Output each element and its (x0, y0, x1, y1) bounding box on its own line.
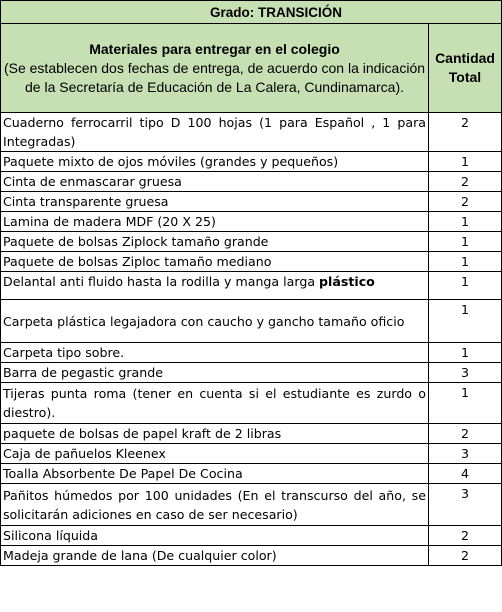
item-text: Madeja grande de lana (De cualquier color) (1, 546, 429, 566)
grade-label-cell (1, 1, 502, 24)
header-title: Materiales para entregar en el colegio (89, 40, 340, 57)
item-text: Lamina de madera MDF (20 X 25) (1, 212, 429, 232)
table-row (1, 113, 502, 152)
table-row (1, 546, 502, 566)
table-row (1, 363, 502, 383)
table-row (1, 343, 502, 363)
table-row (1, 424, 502, 444)
table-row (1, 526, 502, 546)
grade-row (1, 1, 502, 24)
item-quantity: 1 (429, 152, 502, 172)
item-text: Delantal anti fluido hasta la rodilla y manga larga (3, 274, 320, 289)
item-text: Silicona líquida (1, 526, 429, 546)
table-row (1, 152, 502, 172)
item-quantity: 1 (429, 212, 502, 232)
table-header-row (1, 24, 502, 113)
header-quantity-line1: Cantidad (435, 50, 495, 66)
item-bold-word: plástico (319, 274, 375, 289)
item-text: paquete de bolsas de papel kraft de 2 libras (1, 424, 429, 444)
item-quantity: 2 (429, 424, 502, 444)
item-quantity: 1 (429, 300, 502, 343)
item-text: Carpeta plástica legajadora con caucho y gancho tamaño oficio (1, 300, 429, 343)
table-row (1, 300, 502, 343)
table-row (1, 252, 502, 272)
header-quantity-line2: Total (448, 69, 482, 85)
item-text: Pañitos húmedos por 100 unidades (En el transcurso del año, se solicitarán adiciones en caso de ser necesario) (1, 484, 429, 526)
item-quantity: 1 (429, 252, 502, 272)
item-quantity: 2 (429, 526, 502, 546)
item-text: Paquete de bolsas Ziploc tamaño mediano (1, 252, 429, 272)
table-row (1, 272, 502, 300)
item-quantity: 2 (429, 113, 502, 152)
item-text: Cuaderno ferrocarril tipo D 100 hojas (1 para Español , 1 para Integradas) (1, 113, 429, 152)
table-row (1, 383, 502, 424)
item-text: Paquete mixto de ojos móviles (grandes y pequeños) (1, 152, 429, 172)
item-text-cell (1, 272, 429, 300)
table-row (1, 212, 502, 232)
item-quantity: 1 (429, 383, 502, 424)
item-text: Cinta de enmascarar gruesa (1, 172, 429, 192)
item-quantity: 2 (429, 172, 502, 192)
table-row (1, 172, 502, 192)
item-quantity: 3 (429, 484, 502, 526)
table-row (1, 192, 502, 212)
item-quantity: 1 (429, 232, 502, 252)
item-quantity: 4 (429, 464, 502, 484)
header-quantity-cell (429, 24, 502, 113)
table-row (1, 232, 502, 252)
item-quantity: 1 (429, 272, 502, 300)
table-row (1, 484, 502, 526)
item-text: Barra de pegastic grande (1, 363, 429, 383)
item-quantity: 3 (429, 363, 502, 383)
item-text: Paquete de bolsas Ziplock tamaño grande (1, 232, 429, 252)
table-row (1, 444, 502, 464)
item-quantity: 2 (429, 192, 502, 212)
item-text: Tijeras punta roma (tener en cuenta si el estudiante es zurdo o diestro). (1, 383, 429, 424)
item-quantity: 3 (429, 444, 502, 464)
item-text: Carpeta tipo sobre. (1, 343, 429, 363)
grade-label: Grado: TRANSICIÓN (210, 4, 343, 20)
item-text: Caja de pañuelos Kleenex (1, 444, 429, 464)
header-subtitle: (Se establecen dos fechas de entrega, de acuerdo con la indicación de la Secretaría de Educación de La Calera, Cundinamarca). (3, 59, 426, 95)
header-materials-cell (1, 24, 429, 113)
item-quantity: 2 (429, 546, 502, 566)
table-row (1, 464, 502, 484)
item-text: Toalla Absorbente De Papel De Cocina (1, 464, 429, 484)
item-text: Cinta transparente gruesa (1, 192, 429, 212)
item-quantity: 1 (429, 343, 502, 363)
